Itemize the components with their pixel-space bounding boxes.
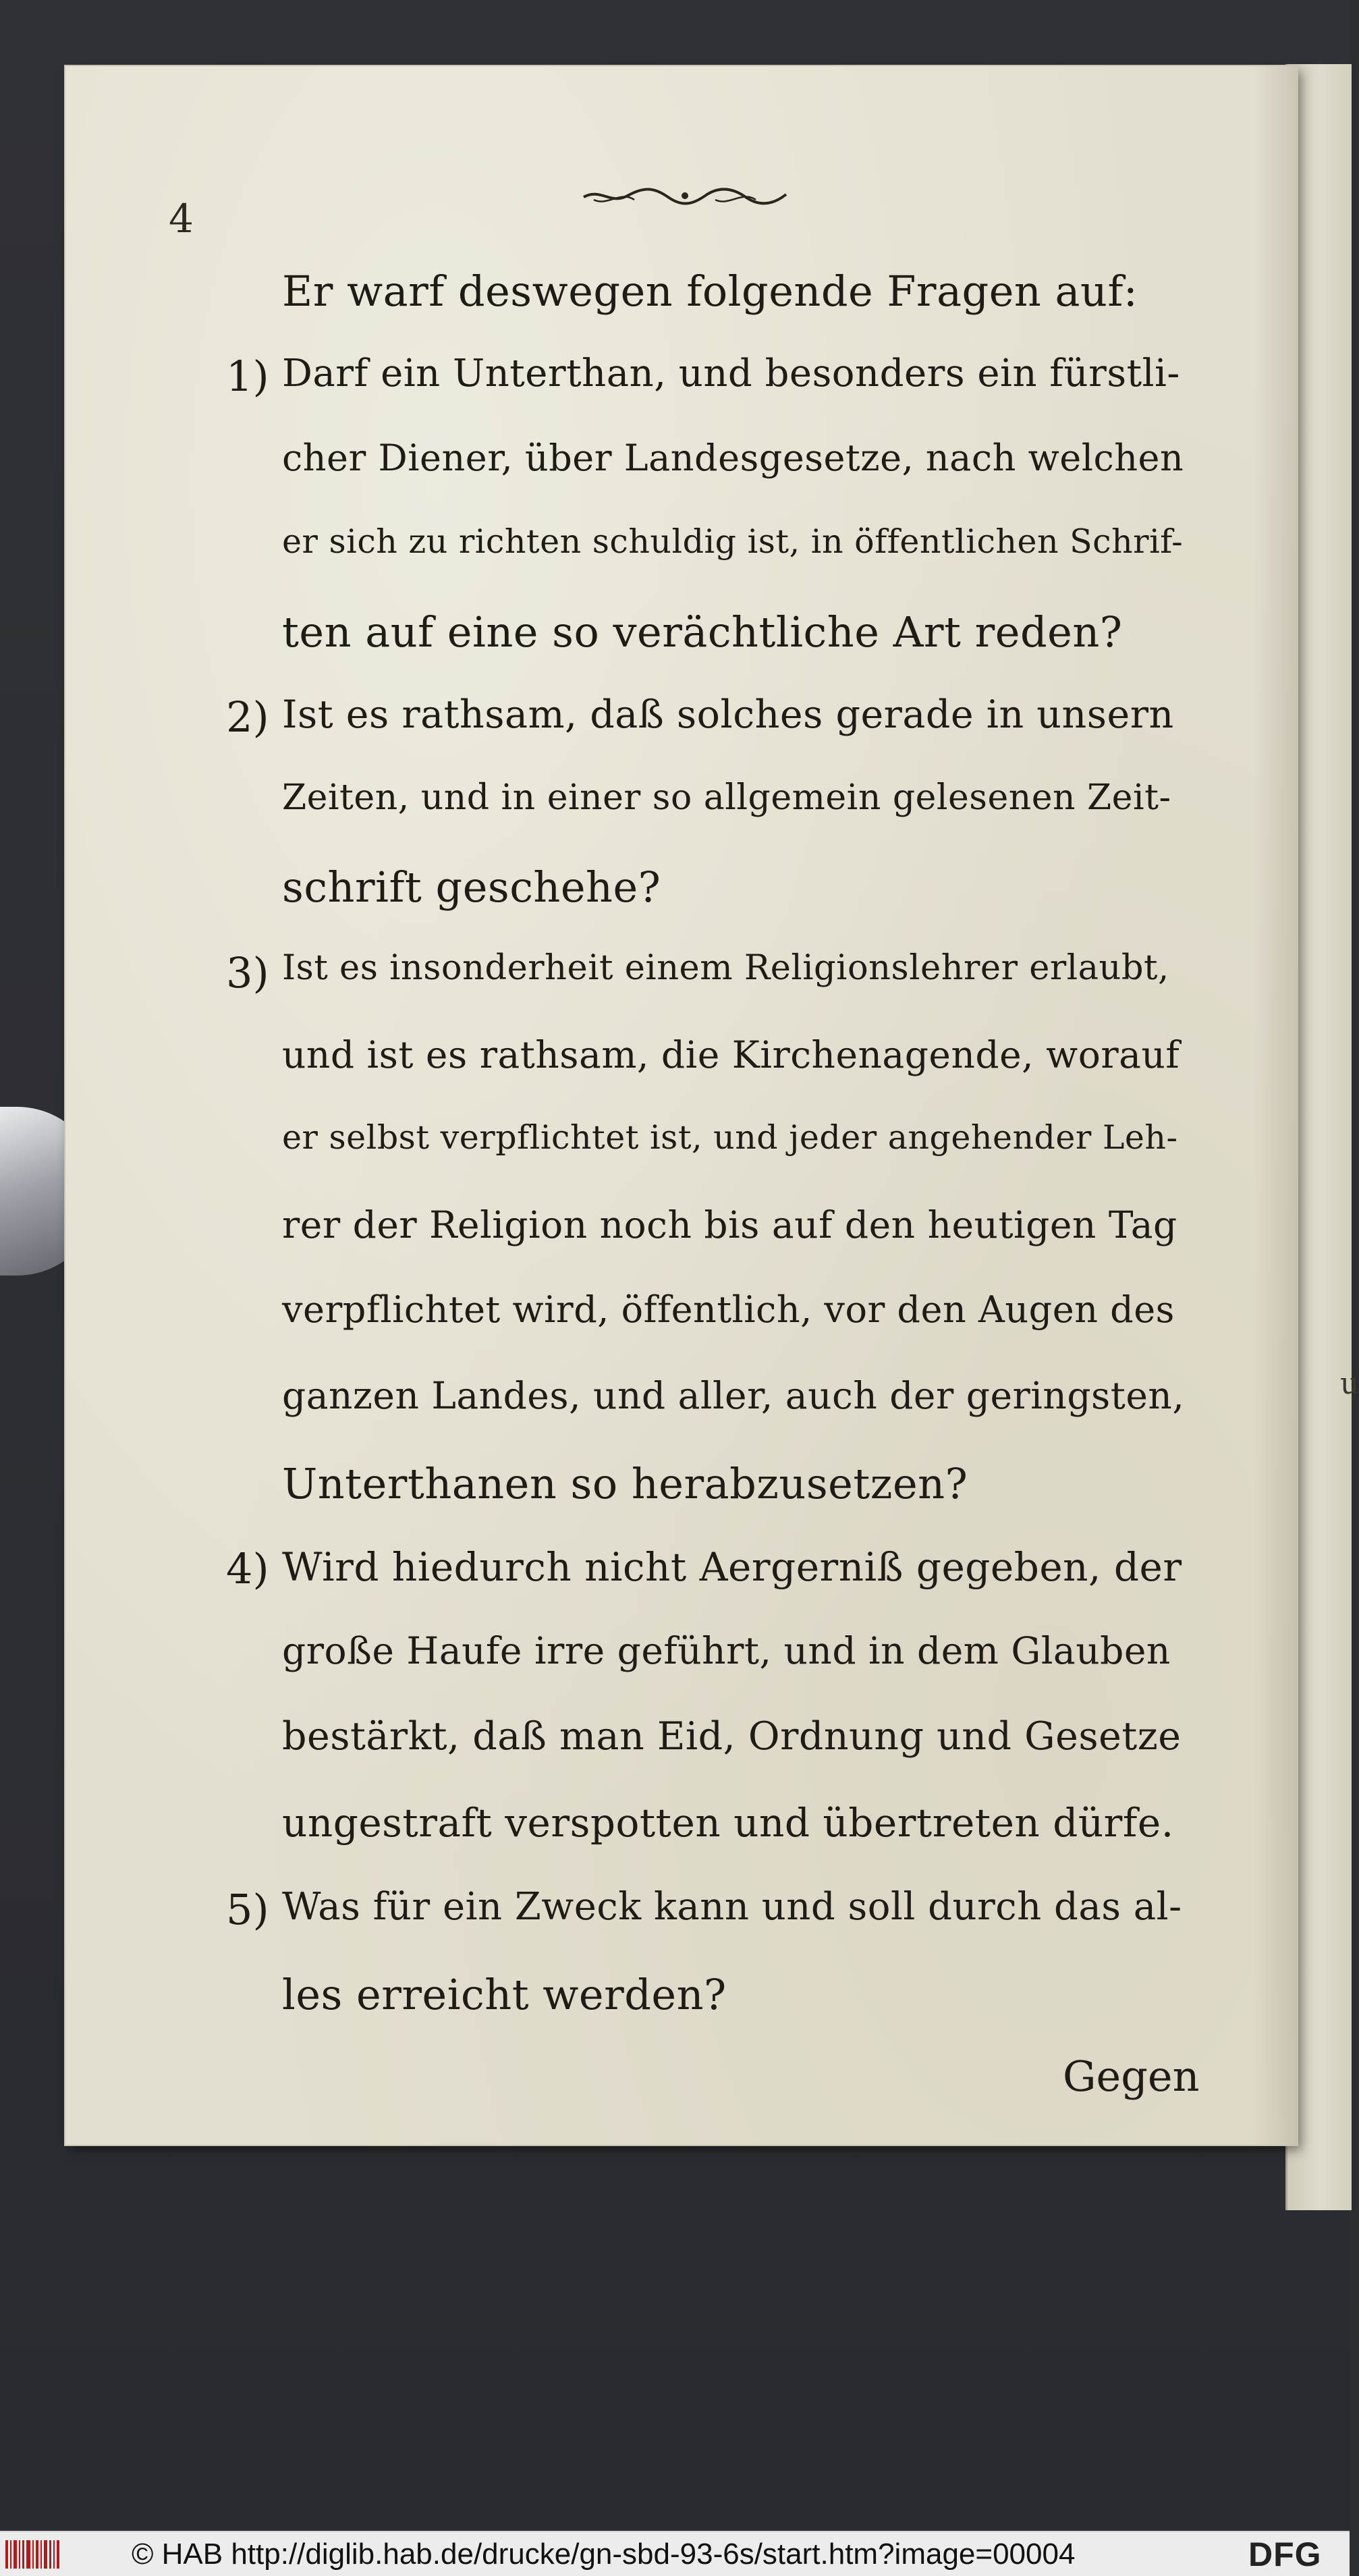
text-line: les erreicht werden? [282,1970,727,2019]
text-line: verpflichtet wird, öffentlich, vor den Augen des [282,1288,1175,1332]
header-ornament-icon [580,182,789,209]
text-line: Ist es rathsam, daß solches gerade in unsern [282,692,1174,737]
text-line: und ist es rathsam, die Kirchenagende, worauf [282,1033,1180,1076]
text-line: rer der Religion noch bis auf den heutigen Tag [282,1203,1177,1247]
text-line: ungestraft verspotten und übertreten dürfe. [282,1799,1174,1846]
text-line: ten auf eine so verächtliche Art reden? [282,607,1123,657]
barcode-icon [5,2540,59,2569]
text-line: er selbst verpflichtet ist, und jeder angehender Leh- [282,1118,1178,1157]
text-line: bestärkt, daß man Eid, Ordnung und Gesetze [282,1714,1182,1759]
source-link[interactable]: © HAB http://diglib.hab.de/drucke/gn-sbd-93-6s/start.htm?image=00004 [132,2538,1076,2571]
catchword: Gegen [1063,2052,1200,2101]
item-number: 5) [226,1884,269,1934]
text-line: ganzen Landes, und aller, auch der geringsten, [282,1373,1185,1417]
text-line: cher Diener, über Landesgesetze, nach welchen [282,437,1184,480]
item-number: 3) [226,948,269,997]
item-number: 1) [226,352,269,402]
viewer-footer [0,2531,1350,2576]
text-line: Er warf deswegen folgende Fragen auf: [282,267,1138,316]
text-line: Unterthanen so herabzusetzen? [282,1458,968,1508]
text-line: Zeiten, und in einer so allgemein gelesenen Zeit- [282,777,1171,819]
page-number: 4 [169,196,194,242]
dfg-logo: DFG [1248,2536,1322,2573]
text-line: schrift geschehe? [282,862,661,912]
text-line: Darf ein Unterthan, und besonders ein fürstli- [282,352,1180,396]
text-line: große Haufe irre geführt, und in dem Glauben [282,1629,1171,1673]
page-edge-shadow [1253,66,1297,2145]
text-line: Ist es insonderheit einem Religionslehrer erlaubt, [282,948,1169,988]
item-number: 4) [226,1544,269,1593]
item-number: 2) [226,692,269,742]
text-line: er sich zu richten schuldig ist, in öffentlichen Schrif- [282,522,1184,561]
text-line: Wird hiedurch nicht Aergerniß gegeben, der [282,1544,1182,1590]
text-line: Was für ein Zweck kann und soll durch das al- [282,1884,1182,1929]
facing-page-fragment: u [1340,1367,1359,1401]
